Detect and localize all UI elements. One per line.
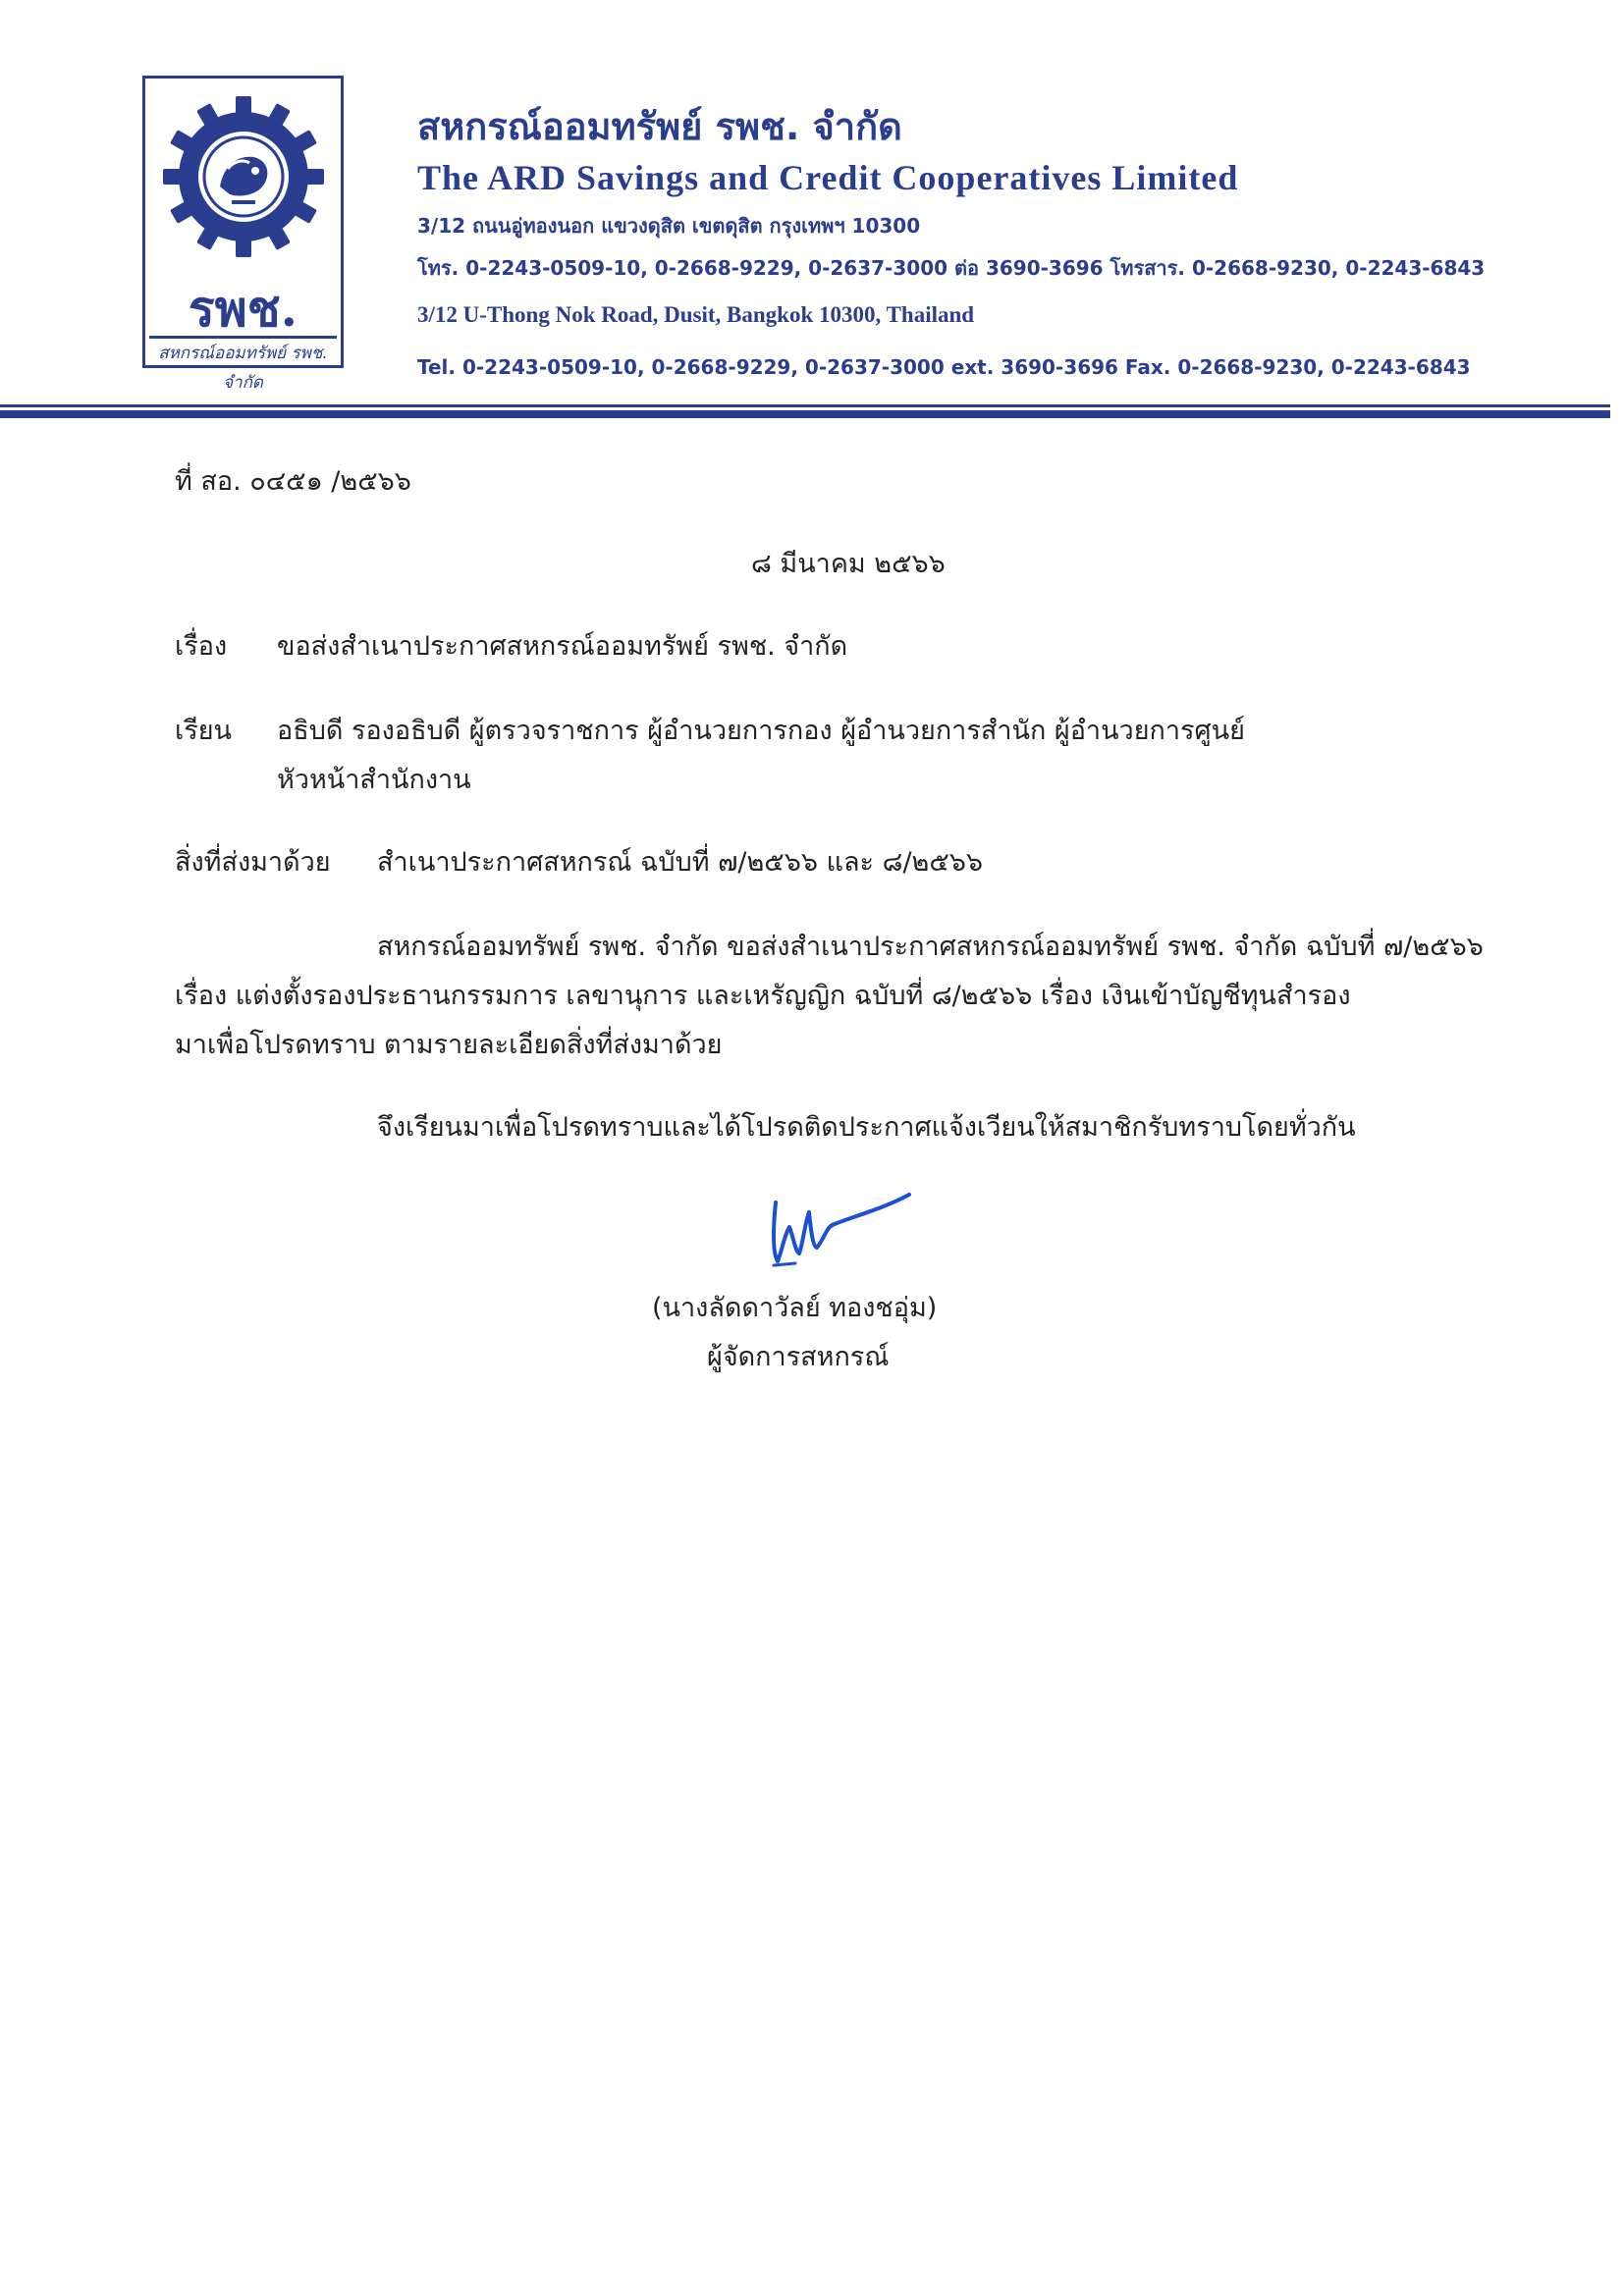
body-line-3: มาเพื่อโปรดทราบ ตามรายละเอียดสิ่งที่ส่งมาด้วย — [175, 1030, 723, 1060]
subject-label: เรื่อง — [175, 631, 228, 662]
address-english: 3/12 U-Thong Nok Road, Dusit, Bangkok 10300, Thailand — [417, 302, 975, 327]
signature — [766, 1183, 913, 1281]
gear-emblem-icon — [159, 92, 328, 261]
closing-text: จึงเรียนมาเพื่อโปรดทราบและได้โปรดติดประกาศแจ้งเวียนให้สมาชิกรับทราบโดยทั่วกัน — [377, 1112, 1356, 1143]
phone-english: Tel. 0-2243-0509-10, 0-2668-9229, 0-2637-3000 ext. 3690-3696 Fax. 0-2668-9230, 0-2243-6843 — [417, 355, 1471, 379]
letterhead-divider-thin — [0, 404, 1610, 407]
letterhead-divider-thick — [0, 410, 1610, 418]
address-thai: 3/12 ถนนอู่ทองนอก แขวงดุสิต เขตดุสิต กรุงเทพฯ 10300 — [417, 214, 921, 238]
logo-subtitle: สหกรณ์ออมทรัพย์ รพช. จำกัด — [149, 336, 337, 368]
logo-abbreviation: รพช. — [188, 280, 298, 338]
signer-name: (นางลัดดาวัลย์ ทองชอุ่ม) — [652, 1293, 938, 1323]
cooperative-logo — [142, 76, 344, 393]
signer-title: ผู้จัดการสหกรณ์ — [707, 1342, 890, 1372]
recipient-line-2: หัวหน้าสำนักงาน — [277, 765, 471, 795]
org-name-english: The ARD Savings and Credit Cooperatives Limited — [417, 158, 1239, 197]
phone-thai: โทร. 0-2243-0509-10, 0-2668-9229, 0-2637-3000 ต่อ 3690-3696 โทรสาร. 0-2668-9230, 0-2243-6843 — [417, 256, 1486, 280]
body-line-1: สหกรณ์ออมทรัพย์ รพช. จำกัด ขอส่งสำเนาประกาศสหกรณ์ออมทรัพย์ รพช. จำกัด ฉบับที่ ๗/๒๕๖๖ — [377, 932, 1484, 962]
recipient-label: เรียน — [175, 716, 233, 746]
subject-text: ขอส่งสำเนาประกาศสหกรณ์ออมทรัพย์ รพช. จำกัด — [277, 631, 848, 662]
enclosure-label: สิ่งที่ส่งมาด้วย — [175, 847, 331, 878]
letter-date: ๘ มีนาคม ๒๕๖๖ — [751, 549, 946, 579]
enclosure-text: สำเนาประกาศสหกรณ์ ฉบับที่ ๗/๒๕๖๖ และ ๘/๒๕๖๖ — [377, 847, 984, 878]
recipient-line-1: อธิบดี รองอธิบดี ผู้ตรวจราชการ ผู้อำนวยการกอง ผู้อำนวยการสำนัก ผู้อำนวยการศูนย์ — [277, 716, 1245, 746]
org-name-thai: สหกรณ์ออมทรัพย์ รพช. จำกัด — [417, 105, 902, 148]
body-line-2: เรื่อง แต่งตั้งรองประธานกรรมการ เลขานุการ และเหรัญญิก ฉบับที่ ๘/๒๕๖๖ เรื่อง เงินเข้าบัญชีทุนสำรอง — [175, 981, 1351, 1011]
reference-number: ที่ สอ. ๐๔๕๑ /๒๕๖๖ — [175, 466, 411, 497]
